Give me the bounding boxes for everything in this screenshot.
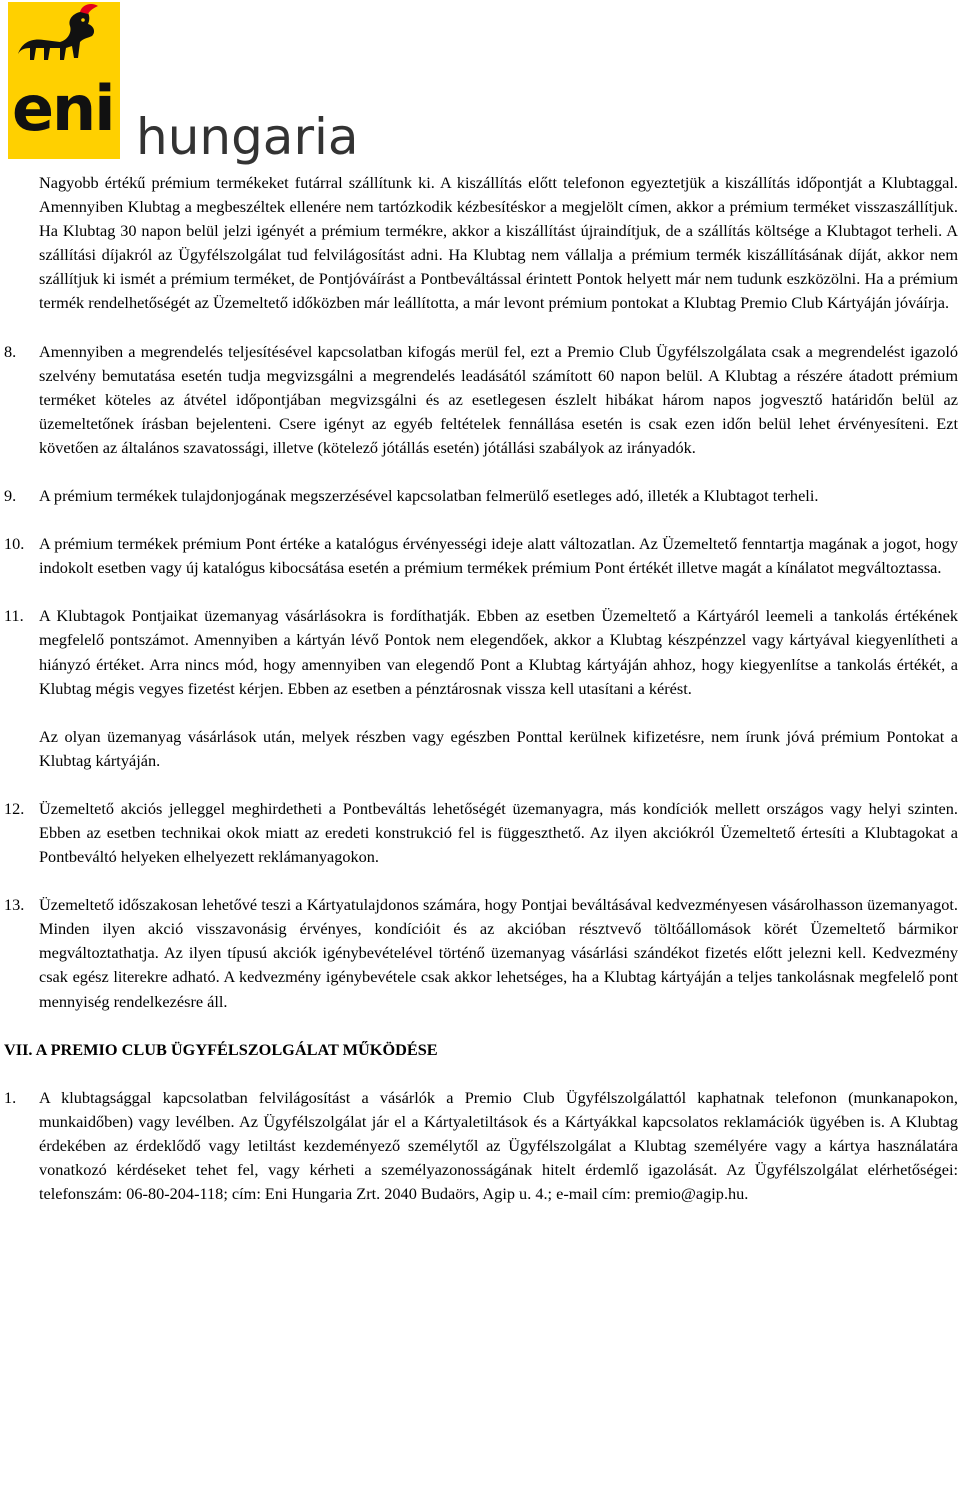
list-item: [0, 797, 958, 869]
list-item: [0, 604, 958, 700]
logo-subtitle: hungaria: [136, 108, 359, 166]
logo-mark: eni: [12, 72, 114, 145]
item-text: Üzemeltető akciós jelleggel meghirdetheti a Pontbeváltás lehetőségét üzemanyagra, más kondíciók mellett országos vagy helyi szinten. Ebben az esetben technikai okok miatt az eredeti konstrukció fel is függeszthető. Az ilyen akciókról Üzemeltető értesíti a Klubtagokat a Pontbeváltó helyeken elhelyezett reklámanyagokon.: [39, 798, 958, 867]
item-number: 1.: [4, 1087, 17, 1107]
item-text: A klubtagsággal kapcsolatban felvilágosítást a vásárlók a Premio Club Ügyfélszolgálattól kaphatnak telefonon (munkanapokon, munkaidőben) vagy levélben. Az Ügyfélszolgálat jár el a Kártyaletiltások és a Kártyákkal kapcsolatos reklamációk ügyében is. A Klubtag érdekében az érdeklődő vagy letiltást kezdeményező személytől az Ügyfélszolgálat a Klubtag személyére vagy a kártya használatára vonatkozó kérdéseket tehet fel, vagy kérheti a személyazonosságának hitelt érdemlő igazolását. Az Ügyfélszolgálat elérhetőségei: telefonszám: 06-80-204-118; cím: Eni Hungaria Zrt. 2040 Budaörs, Agip u. 4.; e-mail cím: premio@agip.hu.: [39, 1087, 958, 1204]
list-item: [0, 532, 958, 580]
item-number: 11.: [4, 606, 24, 626]
item-number: 10.: [4, 534, 25, 554]
item-number: 8.: [4, 341, 17, 361]
item-number: 12.: [4, 798, 25, 818]
list-item: [0, 1086, 958, 1206]
document-body: [0, 171, 958, 1206]
intro-paragraph: Nagyobb értékű prémium termékeket futárral szállítunk ki. A kiszállítás előtt telefonon egyeztetjük a kiszállítás időpontját a Klubtaggal. Amennyiben Klubtag a megbeszéltek ellenére nem tartózkodik kézbesítéskor a megjelölt címen, akkor a prémium terméket visszaszállítjuk. Ha Klubtag 30 napon belül jelzi igényét a prémium termékre, akkor a kiszállítást újraindítjuk, de a szállítás költsége a Klubtagot terheli. A szállítási díjakról az Ügyfélszolgálat tud felvilágosítást adni. Ha Klubtag nem vállalja a prémium termék kiszállításának díját, akkor nem szállítjuk ki ismét a prémium terméket, de Pontjóváírást a Pontbeváltással érintett Pontok helyett már nem tudunk eszközölni. Ha a prémium termék rendelhetőségét az Üzemeltető időközben már leállította, a már levont prémium pontokat a Klubtag Premio Club Kártyáján jóváírja.: [39, 173, 958, 313]
item-text: A Klubtagok Pontjaikat üzemanyag vásárlásokra is fordíthatják. Ebben az esetben Üzemeltető a Kártyáról leemeli a tankolás értékének megfelelő pontszámot. Amennyiben a kártyán lévő Pontok nem elegendőek, akkor a Klubtag készpénzzel vagy kártyával kiegyenlítheti a hiányzó értéket. Arra nincs mód, hogy amennyiben van elegendő Pont a Klubtag kártyáján ahhoz, hogy kiegyenlítse a tankolás értékét, a Klubtag mégis vegyes fizetést kérjen. Ebben az esetben a pénztárosnak vissza kell utasítani a kérést.: [39, 606, 958, 698]
list-item: [0, 893, 958, 1013]
item-text: A prémium termékek tulajdonjogának megszerzésével kapcsolatban felmerülő esetleges adó, illeték a Klubtagot terheli.: [39, 486, 819, 506]
list-item: [0, 340, 958, 460]
eni-logo-graphic: [8, 2, 359, 172]
item-text: Amennyiben a megrendelés teljesítésével kapcsolatban kifogás merül fel, ezt a Premio Club Ügyfélszolgálata csak a megrendelést igazoló szelvény bemutatása esetén tudja megvizsgálni a megrendelés leadásától számított 60 napon belül. A Klubtag a részére átadott prémium terméket köteles az átvétel időpontjában megvizsgálni és az esetlegesen észlelt hibákat három napos jogvesztő határidőn belül az üzemeltetőnek írásban bejelenteni. Csere igényt az egyéb feltételek fennállása esetén is csak ezen időn belül lehet érvényesíteni. Ezt követően az általános szavatossági, illetve (kötelező jótállás esetén) jótállási szabályok az irányadók.: [39, 341, 958, 457]
eni-hungaria-logo: [8, 2, 359, 172]
item-text: Üzemeltető időszakosan lehetővé teszi a Kártyatulajdonos számára, hogy Pontjai beváltásával kedvezményesen vásárolhasson üzemanyagot. Minden ilyen akció visszavonásig érvényes, kondícióit és az akcióban résztvevő töltőállomások körét Üzemeltető bármikor megváltoztathatja. Az ilyen típusú akciók igénybevételével történő üzemanyag vásárlási szándékot fizetés előtt jelezni kell. Kedvezmény csak egész literekre adható. A kedvezmény igénybevétele csak akkor lehetséges, ha a Klubtag kártyáján a teljes tankolásnak megfelelő pont mennyiség rendelkezésre áll.: [39, 895, 958, 1011]
item-number: 9.: [4, 486, 17, 506]
item-number: 13.: [4, 895, 25, 915]
list-item: [0, 484, 958, 508]
section-heading: VII. A PREMIO CLUB ÜGYFÉLSZOLGÁLAT MŰKÖDÉSE: [4, 1039, 438, 1059]
item-extra-paragraph: Az olyan üzemanyag vásárlások után, melyek részben vagy egészben Ponttal kerülnek kifizetésre, nem írunk jóvá prémium Pontokat a Klubtag kártyáján.: [39, 726, 958, 770]
item-text: A prémium termékek prémium Pont értéke a katalógus érvényességi ideje alatt változatlan. Az Üzemeltető fenntartja magának a jogot, hogy indokolt esetben vagy új katalógus kibocsátása esetén a prémium termékek prémium Pont értékét illetve magát a kínálatot megváltoztassa.: [39, 534, 958, 578]
